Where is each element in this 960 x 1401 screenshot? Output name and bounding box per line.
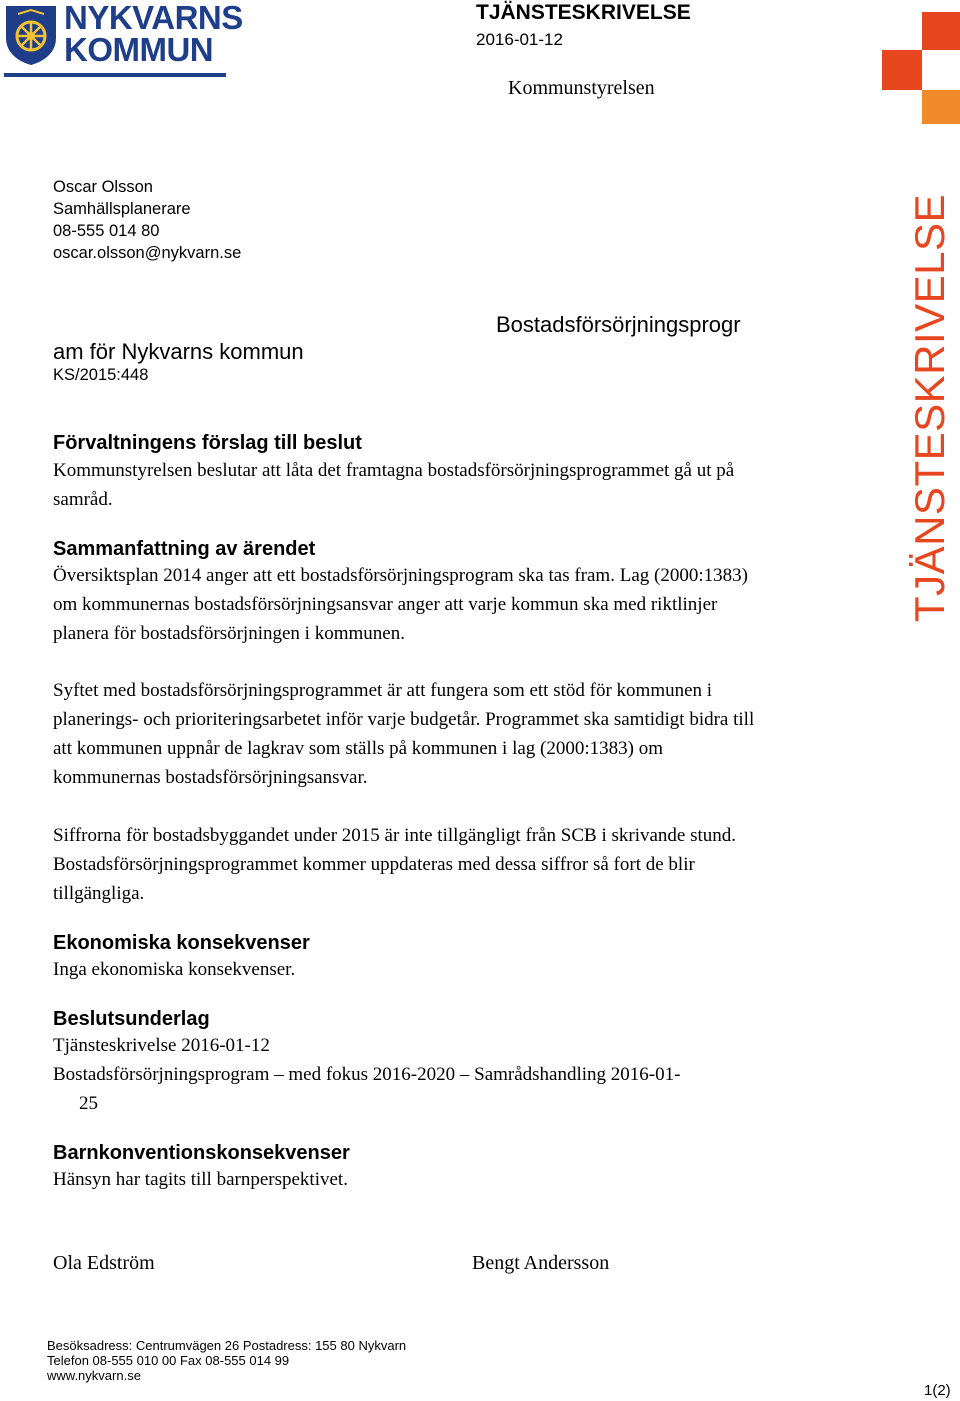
contact-name: Oscar Olsson bbox=[53, 178, 153, 196]
summary-p1-line1: Översiktsplan 2014 anger att ett bostadsförsörjningsprogram ska tas fram. Lag (2000:1383) bbox=[53, 565, 748, 586]
economy-text: Inga ekonomiska konsekvenser. bbox=[53, 959, 296, 980]
document-type: TJÄNSTESKRIVELSE bbox=[476, 1, 691, 24]
summary-p2-line4: kommunernas bostadsförsörjningsansvar. bbox=[53, 767, 368, 788]
contact-role: Samhällsplanerare bbox=[53, 200, 191, 218]
logo-underline bbox=[4, 73, 226, 77]
coat-of-arms-icon bbox=[4, 4, 58, 66]
economy-heading: Ekonomiska konsekvenser bbox=[53, 932, 310, 954]
side-label-text: TJÄNSTESKRIVELSE bbox=[906, 193, 953, 623]
proposal-heading: Förvaltningens förslag till beslut bbox=[53, 432, 362, 454]
case-number: KS/2015:448 bbox=[53, 366, 149, 384]
logo-text-line2: KOMMUN bbox=[64, 31, 214, 68]
footer-address: Besöksadress: Centrumvägen 26 Postadress: 155 80 Nykvarn bbox=[47, 1338, 407, 1353]
child-heading: Barnkonventionskonsekvenser bbox=[53, 1142, 350, 1164]
logo-text-line1: NYKVARNS bbox=[64, 0, 243, 36]
summary-p3-line2: Bostadsförsörjningsprogrammet kommer uppdateras med dessa siffror så fort de blir bbox=[53, 854, 695, 875]
child-text: Hänsyn har tagits till barnperspektivet. bbox=[53, 1169, 348, 1190]
summary-p3-line3: tillgängliga. bbox=[53, 883, 145, 904]
contact-phone: 08-555 014 80 bbox=[53, 222, 160, 240]
basis-item-1: Tjänsteskrivelse 2016-01-12 bbox=[53, 1035, 270, 1056]
page-number: 1(2) bbox=[924, 1382, 951, 1399]
side-document-label bbox=[902, 193, 958, 623]
footer-phone-fax: Telefon 08-555 010 00 Fax 08-555 014 99 bbox=[47, 1353, 290, 1368]
proposal-text-line1: Kommunstyrelsen beslutar att låta det framtagna bostadsförsörjningsprogrammet gå ut på bbox=[53, 460, 735, 481]
contact-email: oscar.olsson@nykvarn.se bbox=[53, 244, 242, 262]
proposal-text-line2: samråd. bbox=[53, 489, 113, 510]
summary-heading: Sammanfattning av ärendet bbox=[53, 538, 316, 560]
document-title-line1: Bostadsförsörjningsprogr bbox=[496, 312, 741, 337]
basis-item-2-line1: Bostadsförsörjningsprogram – med fokus 2016-2020 – Samrådshandling 2016-01- bbox=[53, 1064, 681, 1085]
document-date: 2016-01-12 bbox=[476, 30, 563, 49]
document-title-line2: am för Nykvarns kommun bbox=[53, 339, 304, 364]
summary-p2-line1: Syftet med bostadsförsörjningsprogrammet är att fungera som ett stöd för kommunen i bbox=[53, 680, 713, 701]
summary-p1-line2: om kommunernas bostadsförsörjningsansvar anger att varje kommun ska med riktlinjer bbox=[53, 594, 718, 615]
summary-p1-line3: planera för bostadsförsörjningen i kommunen. bbox=[53, 623, 405, 644]
decorative-squares-icon bbox=[882, 12, 960, 124]
summary-p3-line1: Siffrorna för bostadsbyggandet under 2015 är inte tillgängligt från SCB i skrivande stund. bbox=[53, 825, 737, 846]
signature-1: Ola Edström bbox=[53, 1252, 155, 1274]
summary-p2-line2: planerings- och prioriteringsarbetet inför varje budgetår. Programmet ska samtidigt bidra till bbox=[53, 709, 755, 730]
signature-2: Bengt Andersson bbox=[472, 1252, 610, 1274]
department: Kommunstyrelsen bbox=[508, 77, 655, 99]
municipality-logo bbox=[4, 0, 243, 78]
footer-website[interactable]: www.nykvarn.se bbox=[47, 1368, 141, 1383]
basis-heading: Beslutsunderlag bbox=[53, 1008, 210, 1030]
basis-item-2-line2: 25 bbox=[79, 1093, 98, 1114]
summary-p2-line3: att kommunen uppnår de lagkrav som ställs på kommunen i lag (2000:1383) om bbox=[53, 738, 664, 759]
